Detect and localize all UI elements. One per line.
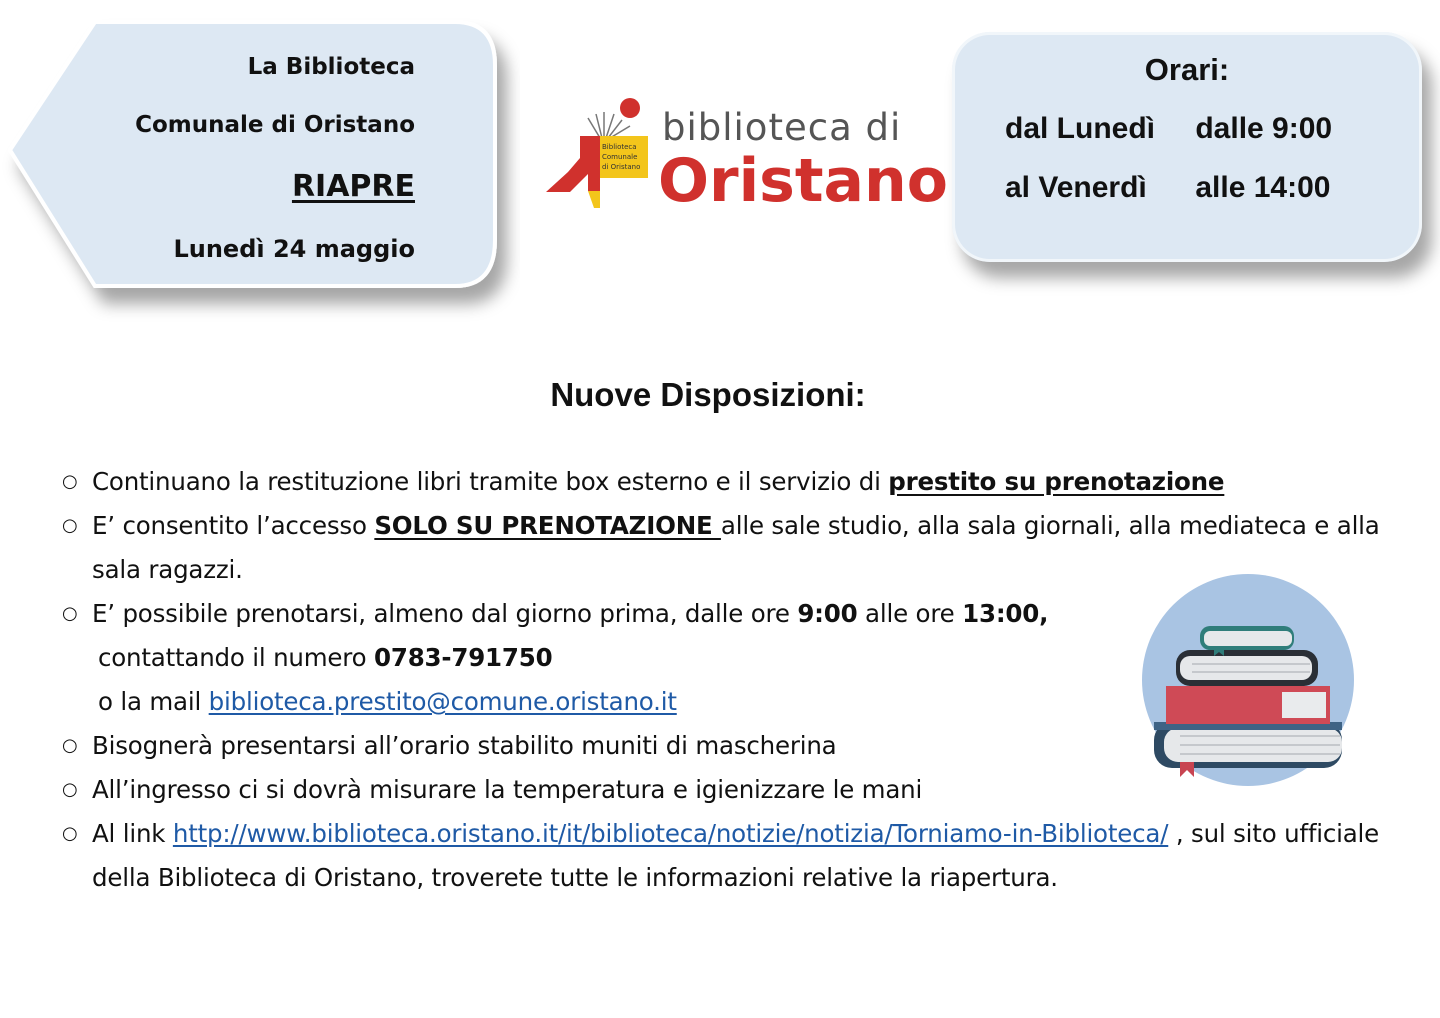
bullet-icon: ○	[62, 823, 78, 844]
logo-badge-line3: di Oristano	[602, 163, 641, 171]
rule-3-phone-number: 0783-791750	[374, 643, 553, 672]
banner-line-date: Lunedì 24 maggio	[173, 235, 415, 263]
bullet-icon: ○	[62, 779, 78, 800]
logo-text-small: biblioteca di	[662, 106, 902, 149]
rule-1-text: Continuano la restituzione libri tramite box esterno e il servizio di	[92, 467, 889, 496]
announcement-banner	[0, 0, 520, 330]
logo-badge-line2: Comunale	[602, 153, 638, 161]
rule-3-time-end: 13:00,	[962, 599, 1049, 628]
list-item	[62, 812, 1387, 900]
bullet-icon: ○	[62, 735, 78, 756]
hours-time-to: alle 14:00	[1195, 171, 1331, 204]
rule-1-emphasis: prestito su prenotazione	[888, 467, 1225, 496]
banner-line-library: La Biblioteca	[247, 54, 415, 80]
hours-title: Orari:	[1144, 52, 1230, 87]
email-link[interactable]: biblioteca.prestito@comune.oristano.it	[208, 687, 677, 716]
logo-mark-icon	[540, 96, 660, 216]
bullet-icon: ○	[62, 515, 78, 536]
rule-5-text: All’ingresso ci si dovrà misurare la temperatura e igienizzare le mani	[92, 775, 923, 804]
rule-2-emphasis: SOLO SU PRENOTAZIONE	[374, 511, 721, 540]
hours-row-to	[1005, 171, 1330, 205]
logo-badge-line1: Biblioteca	[602, 143, 637, 151]
banner-line-reopens: RIAPRE	[291, 169, 415, 204]
banner-line-municipal: Comunale di Oristano	[135, 112, 415, 138]
rule-2-text: E’ consentito l’accesso	[92, 511, 375, 540]
rule-6-text: Al link	[92, 819, 173, 848]
logo-text-big: Oristano	[658, 146, 948, 216]
opening-hours-box	[952, 32, 1422, 262]
books-stack-icon	[1140, 572, 1356, 788]
website-link[interactable]: http://www.biblioteca.oristano.it/it/biblioteca/notizie/notizia/Torniamo-in-Biblioteca/	[172, 819, 1169, 848]
list-item	[62, 460, 1382, 504]
bullet-icon: ○	[62, 471, 78, 492]
rule-3-mail-label: o la mail	[98, 687, 209, 716]
bullet-icon: ○	[62, 603, 78, 624]
rule-3-text-mid: alle ore	[857, 599, 963, 628]
rule-2-text-end: alle sale studio, alla sala giornali, alla mediateca e alla sala ragazzi.	[92, 511, 1380, 584]
rule-4-text: Bisognerà presentarsi all’orario stabilito muniti di mascherina	[92, 731, 837, 760]
main-title: Nuove Disposizioni:	[550, 376, 866, 413]
hours-day-from: dal Lunedì	[1005, 112, 1155, 145]
rule-3-time-start: 9:00	[797, 599, 858, 628]
banner-text	[100, 38, 415, 278]
hours-time-from: dalle 9:00	[1195, 112, 1333, 145]
rule-3-text: E’ possibile prenotarsi, almeno dal giorno prima, dalle ore	[92, 599, 798, 628]
rule-6-text-end: , sul sito ufficiale della Biblioteca di Oristano, troverete tutte le informazioni relative la riapertura.	[92, 819, 1380, 892]
rule-3-phone-label: contattando il numero	[98, 643, 374, 672]
biblioteca-oristano-logo	[540, 96, 948, 216]
hours-row-from	[1005, 112, 1332, 146]
hours-day-to: al Venerdì	[1005, 171, 1147, 204]
